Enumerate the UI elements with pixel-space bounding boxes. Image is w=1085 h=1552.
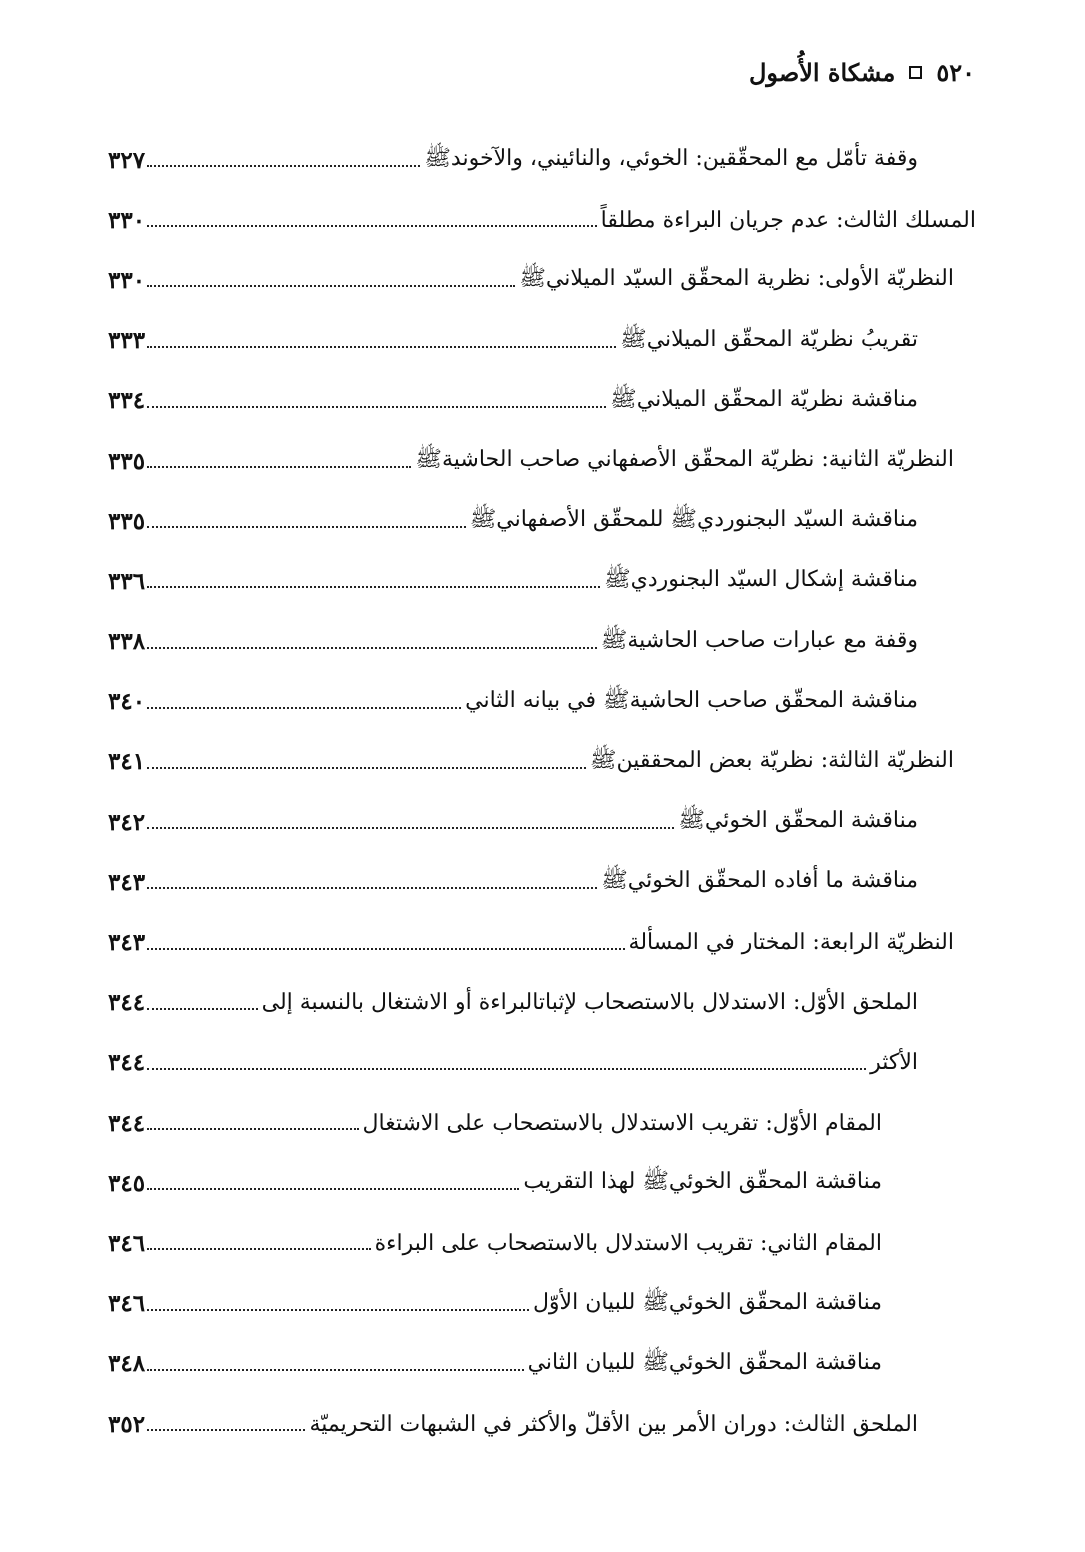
dot-leader [147, 647, 597, 649]
toc-entry [108, 852, 976, 912]
dot-leader [147, 887, 597, 889]
dot-leader [147, 1128, 358, 1130]
toc-entry [108, 973, 976, 1033]
toc-entry-title: الملحق الثالث: دوران الأمر بين الأقلّ والأكثر في الشبهات التحريميّة [309, 1411, 918, 1437]
toc-entry-page: ٣٤٢ [108, 808, 146, 836]
toc-entry-page: ٣٤٤ [108, 1109, 146, 1137]
toc-entry-page: ٣٤٣ [108, 929, 146, 957]
dot-leader [147, 827, 674, 829]
toc-entry-title: المسلك الثالث: عدم جريان البراءة مطلقاً [600, 207, 976, 233]
toc-entry-page: ٣٤٣ [108, 868, 146, 896]
toc-entry [108, 1093, 976, 1153]
toc-entry-title: وقفة تأمّل مع المحقّقين: الخوئي، والنائيني، والآخوندﷺ [424, 146, 918, 172]
dot-leader [147, 285, 515, 287]
toc-entry [108, 190, 976, 250]
toc-entry [108, 371, 976, 431]
toc-entry-title: مناقشة المحقّق الخوئيﷺ للبيان الأوّل [532, 1289, 882, 1315]
toc-entry-page: ٣٤٦ [108, 1290, 146, 1318]
dot-leader [147, 1188, 519, 1190]
toc-entry-title: المقام الثاني: تقريب الاستدلال بالاستصحاب على البراءة [374, 1230, 882, 1256]
toc-entry-page: ٣٤١ [108, 748, 146, 776]
toc-entry [108, 1274, 976, 1334]
dot-leader [147, 526, 466, 528]
toc-entry-title: وقفة مع عبارات صاحب الحاشيةﷺ [600, 627, 918, 653]
toc-entry-title: مناقشة نظريّة المحقّق الميلانيﷺ [610, 386, 918, 412]
toc-entry-page: ٣٣٣ [108, 327, 146, 355]
toc-entry-page: ٣٣٤ [108, 387, 146, 415]
toc-entry [108, 732, 976, 792]
toc-entry-title: تقريبُ نظريّة المحقّق الميلانيﷺ [620, 326, 918, 352]
toc-entry-title: مناقشة المحقّق الخوئيﷺ [678, 808, 918, 834]
toc-entry-title: الملحق الأوّل: الاستدلال بالاستصحاب لإثباتالبراءة أو الاشتغال بالنسبة إلى [261, 990, 918, 1016]
toc-entry [108, 1033, 976, 1093]
toc-entry [108, 1334, 976, 1394]
toc-entry [108, 672, 976, 732]
toc-entry [108, 792, 976, 852]
dot-leader [147, 225, 597, 227]
toc-entry-page: ٣٤٦ [108, 1229, 146, 1257]
toc-entry-page: ٣٣٠ [108, 266, 146, 294]
toc-entry-title: مناقشة إشكال السيّد البجنورديﷺ [604, 567, 918, 593]
dot-leader [147, 1309, 529, 1311]
dot-leader [147, 1369, 524, 1371]
header-book-title: مشكاة الأُصول [748, 57, 896, 87]
toc-entry [108, 612, 976, 672]
dot-leader [147, 948, 624, 950]
toc-entry-title: النظريّة الثانية: نظريّة المحقّق الأصفهاني صاحب الحاشيةﷺ [415, 447, 954, 473]
toc-entry-title: مناقشة المحقّق الخوئيﷺ لهذا التقريب [523, 1169, 882, 1195]
toc-entry-page: ٣٤٨ [108, 1350, 146, 1378]
toc-entry-title: النظريّة الرابعة: المختار في المسألة [628, 930, 954, 956]
toc-entry [108, 250, 976, 310]
dot-leader [147, 406, 606, 408]
toc-entry-title: مناقشة السيّد البجنورديﷺ للمحقّق الأصفهانيﷺ [469, 507, 918, 533]
table-of-contents [108, 130, 976, 1454]
toc-entry-page: ٣٣٠ [108, 206, 146, 234]
toc-entry [108, 431, 976, 491]
toc-entry-page: ٣٣٥ [108, 507, 146, 535]
toc-entry-page: ٣٤٠ [108, 688, 146, 716]
dot-leader [147, 346, 616, 348]
toc-entry-title: مناقشة المحقّق صاحب الحاشيةﷺ في بيانه الثاني [465, 687, 918, 713]
toc-entry-page: ٣٥٢ [108, 1410, 146, 1438]
dot-leader [147, 1008, 258, 1010]
square-icon [909, 66, 922, 79]
toc-entry-title: المقام الأوّل: تقريب الاستدلال بالاستصحاب على الاشتغال [362, 1110, 882, 1136]
toc-entry [108, 551, 976, 611]
page-header [749, 52, 975, 92]
header-page-number: ٥٢٠ [936, 57, 975, 87]
toc-entry-page: ٣٤٥ [108, 1169, 146, 1197]
toc-entry-page: ٣٣٨ [108, 628, 146, 656]
dot-leader [147, 1248, 371, 1250]
dot-leader [147, 1068, 866, 1070]
toc-entry [108, 1153, 976, 1213]
toc-entry [108, 491, 976, 551]
dot-leader [147, 767, 586, 769]
toc-entry [108, 1213, 976, 1273]
toc-entry-title: الأكثر [870, 1050, 918, 1076]
toc-entry-page: ٣٤٤ [108, 1049, 146, 1077]
toc-entry-page: ٣٣٥ [108, 447, 146, 475]
toc-entry-title: مناقشة ما أفاده المحقّق الخوئيﷺ [601, 868, 918, 894]
toc-entry-title: النظريّة الثالثة: نظريّة بعض المحققينﷺ [589, 747, 954, 773]
dot-leader [147, 1429, 305, 1431]
dot-leader [147, 707, 461, 709]
dot-leader [147, 466, 411, 468]
toc-entry-title: النظريّة الأولى: نظرية المحقّق السيّد الميلانيﷺ [519, 266, 954, 292]
toc-entry [108, 1394, 976, 1454]
dot-leader [147, 586, 600, 588]
toc-entry [108, 311, 976, 371]
dot-leader [147, 165, 420, 167]
toc-entry [108, 912, 976, 972]
toc-entry [108, 130, 976, 190]
toc-entry-title: مناقشة المحقّق الخوئيﷺ للبيان الثاني [527, 1349, 882, 1375]
toc-entry-page: ٣٢٧ [108, 146, 146, 174]
toc-entry-page: ٣٣٦ [108, 567, 146, 595]
toc-entry-page: ٣٤٤ [108, 989, 146, 1017]
